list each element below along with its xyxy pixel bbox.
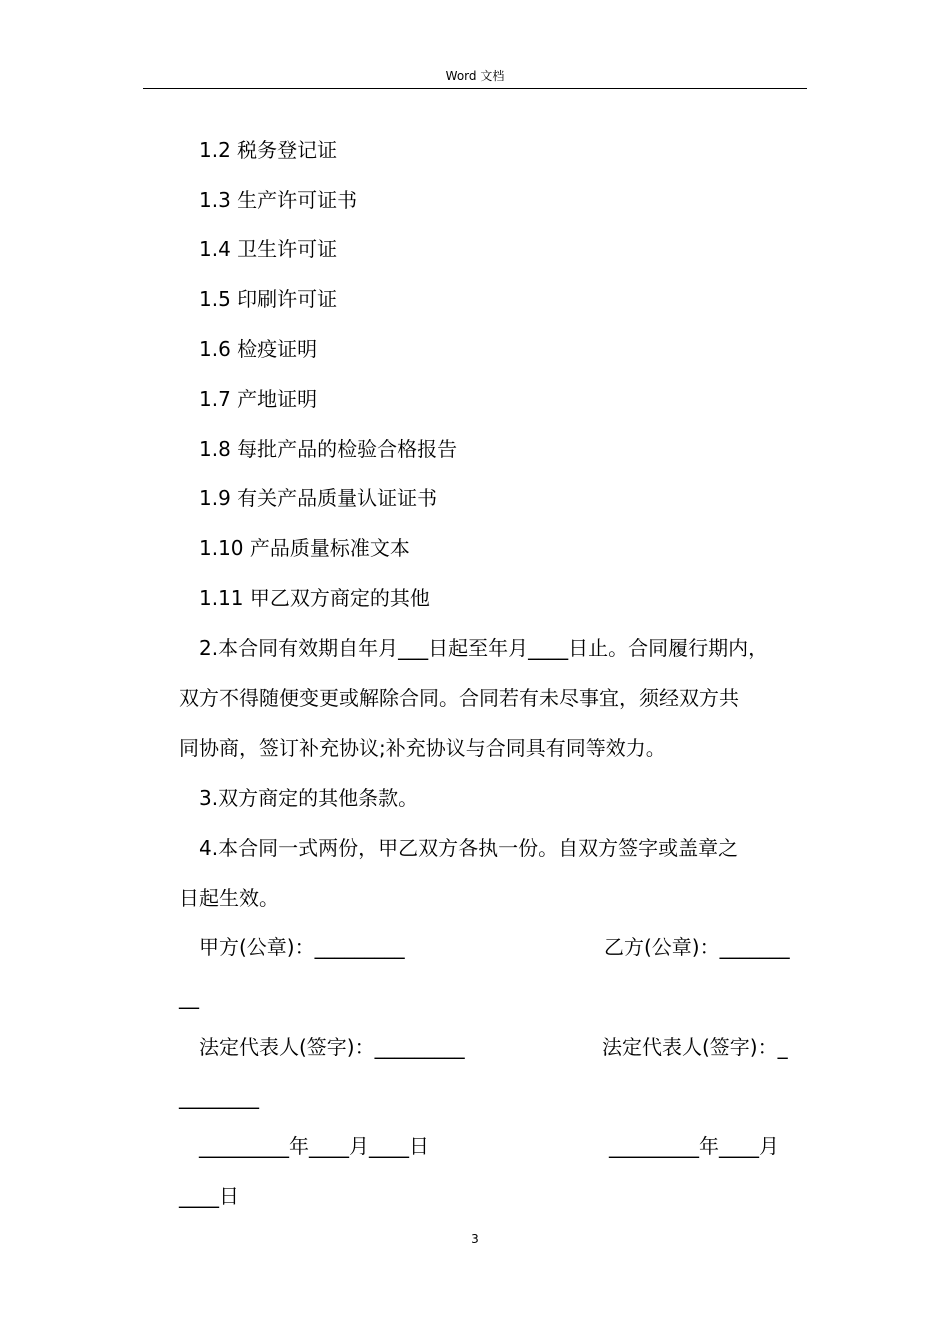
party-a-representative: 法定代表人(签字)：_________ bbox=[199, 1035, 465, 1059]
list-item: 1.4 卫生许可证 bbox=[199, 237, 338, 261]
clause-2-line: 同协商，签订补充协议;补充协议与合同具有同等效力。 bbox=[179, 736, 666, 760]
clause-2-line: 双方不得随便变更或解除合同。合同若有未尽事宜，须经双方共 bbox=[179, 686, 739, 710]
list-item: 1.6 检疫证明 bbox=[199, 337, 318, 361]
party-b-representative: 法定代表人(签字)：_ bbox=[602, 1035, 788, 1059]
clause-4-line: 日起生效。 bbox=[179, 886, 279, 910]
party-a-seal: 甲方(公章)：_________ bbox=[199, 935, 405, 959]
page-header-title: Word 文档 bbox=[445, 69, 505, 83]
list-item: 1.2 税务登记证 bbox=[199, 138, 338, 162]
list-item: 1.9 有关产品质量认证证书 bbox=[199, 486, 438, 510]
list-item: 1.7 产地证明 bbox=[199, 387, 318, 411]
list-item: 1.11 甲乙双方商定的其他 bbox=[199, 586, 430, 610]
list-item: 1.8 每批产品的检验合格报告 bbox=[199, 437, 458, 461]
party-b-seal: 乙方(公章)：_______ bbox=[604, 935, 790, 959]
page-header-rule bbox=[143, 88, 807, 89]
clause-2-line: 2.本合同有效期自年月___日起至年月____日止。合同履行期内， bbox=[199, 636, 769, 660]
party-b-date-continued: ____日 bbox=[179, 1184, 239, 1208]
party-b-representative-continued: ________ bbox=[179, 1085, 259, 1109]
clause-3: 3.双方商定的其他条款。 bbox=[199, 786, 419, 810]
party-b-date: _________年____月 bbox=[609, 1134, 779, 1158]
list-item: 1.3 生产许可证书 bbox=[199, 188, 358, 212]
list-item: 1.10 产品质量标准文本 bbox=[199, 536, 410, 560]
list-item: 1.5 印刷许可证 bbox=[199, 287, 338, 311]
party-b-seal-continued: __ bbox=[179, 985, 199, 1009]
clause-4-line: 4.本合同一式两份，甲乙双方各执一份。自双方签字或盖章之 bbox=[199, 836, 739, 860]
party-a-date: _________年____月____日 bbox=[199, 1134, 429, 1158]
page-number: 3 bbox=[471, 1232, 479, 1246]
